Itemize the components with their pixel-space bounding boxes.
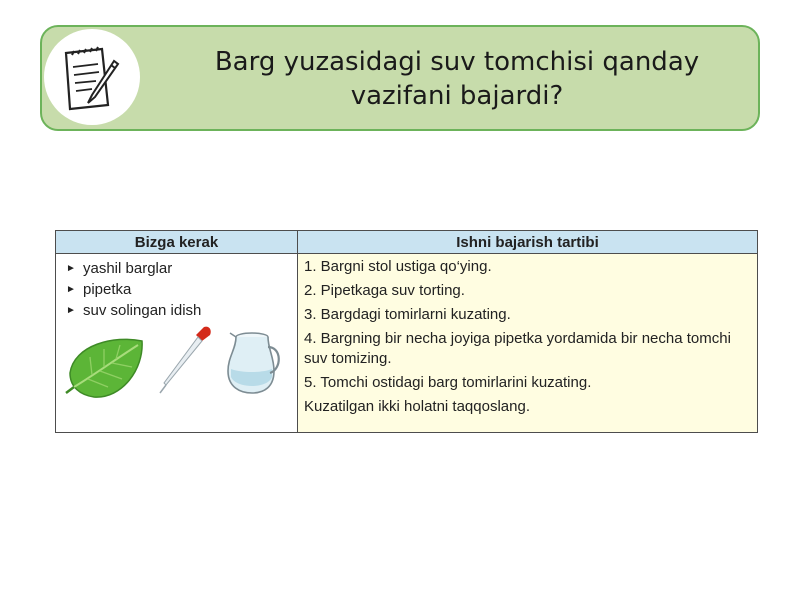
needs-item-pipette: pipetka	[83, 281, 132, 298]
needs-item-vessel: suv solingan idish	[83, 302, 202, 319]
step-3: 3. Bargdagi tomirlarni kuzating.	[304, 306, 511, 323]
column-header-steps: Ishni bajarish tartibi	[298, 231, 758, 254]
title-banner	[40, 25, 760, 131]
list-item	[66, 258, 297, 279]
step-5: 5. Tomchi ostidagi barg tomirlarini kuzating.	[304, 374, 592, 391]
bullet-icon: ►	[66, 284, 76, 295]
needs-item-leaves: yashil barglar	[83, 260, 173, 277]
table-row	[56, 254, 758, 433]
step-4: 4. Bargning bir necha joyiga pipetka yordamida bir necha tomchi suv tomizing.	[304, 330, 731, 367]
task-table	[55, 230, 758, 433]
icon-badge	[44, 29, 140, 125]
needs-cell	[56, 254, 298, 433]
step-1: 1. Bargni stol ustiga qo‘ying.	[304, 258, 492, 275]
needs-list	[56, 258, 297, 321]
column-header-needs: Bizga kerak	[56, 231, 298, 254]
water-jug-image	[222, 327, 284, 395]
materials-images	[56, 321, 297, 421]
table-header-row	[56, 231, 758, 254]
page-title: Barg yuzasidagi suv tomchisi qanday vazifani bajardi?	[214, 47, 700, 111]
bullet-icon: ►	[66, 263, 76, 274]
list-item	[66, 300, 297, 321]
bullet-icon: ►	[66, 305, 76, 316]
pipette-image	[152, 323, 214, 395]
list-item	[66, 279, 297, 300]
steps-cell	[298, 254, 758, 433]
notepad-pencil-icon	[58, 43, 128, 113]
leaf-image	[64, 335, 146, 401]
conclusion-step: Kuzatilgan ikki holatni taqqoslang.	[304, 398, 530, 415]
step-2: 2. Pipetkaga suv torting.	[304, 282, 465, 299]
